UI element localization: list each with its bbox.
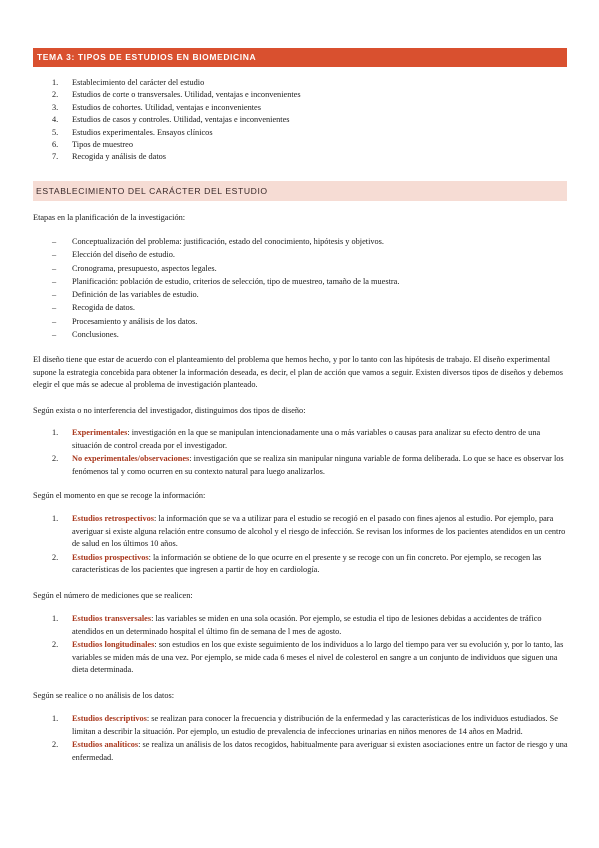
toc-text: Establecimiento del carácter del estudio [72,78,205,87]
document-title: TEMA 3: TIPOS DE ESTUDIOS EN BIOMEDICINA [33,48,567,67]
item-keyword: Estudios transversales [72,614,152,623]
etapas-list [52,235,399,341]
etapas-intro: Etapas en la planificación de la investigación: [33,213,186,222]
toc-text: Estudios experimentales. Ensayos clínicos [72,127,213,137]
toc-item [52,102,301,114]
table-of-contents [52,77,301,164]
item-number: 1. [52,514,59,523]
mediciones-intro: Según el número de mediciones que se realicen: [33,591,193,600]
list-item [52,639,568,677]
item-keyword: Estudios retrospectivos [72,514,154,523]
dash-bullet: – [52,316,57,326]
item-text: : son estudios en los que existe seguimiento de los individuos a lo largo del tiempo para ver su evolución y, por lo tanto, las variables se miden más de una vez. Por ejemplo, se mide cada 6 meses el nivel de colesterol en sangre a un conjunto de individuos que siguen una dieta determinada. [72,640,564,675]
item-number: 1. [52,614,59,623]
list-item-text: Recogida de datos. [72,303,135,313]
item-keyword: Estudios analíticos [72,740,139,750]
list-item-text: Procesamiento y análisis de los datos. [72,316,198,326]
item-number: 1. [52,428,59,437]
toc-number: 7. [52,152,59,162]
dash-bullet: – [52,263,57,273]
interferencia-intro: Según exista o no interferencia del investigador, distinguimos dos tipos de diseño: [33,406,306,415]
toc-item [52,127,301,139]
list-item [52,513,568,551]
momento-list [52,513,568,578]
list-item [52,275,399,288]
dash-bullet: – [52,303,57,313]
toc-number: 5. [52,127,59,137]
dash-bullet: – [52,276,57,286]
list-item [52,453,568,478]
list-item-text: Cronograma, presupuesto, aspectos legales. [72,263,217,273]
toc-text: Estudios de casos y controles. Utilidad, ventajas e inconvenientes [72,115,290,125]
section-heading: ESTABLECIMIENTO DEL CARÁCTER DEL ESTUDIO [33,181,567,201]
item-text: : se realizan para conocer la frecuencia y distribución de la enfermedad y las características de los individuos estudiados. Se limitan a describir la situación. Por ejemplo, un estudio de prevalencia de infecciones urinarias en niños menores de 14 años en Madrid. [72,714,558,736]
list-item-text: Conclusiones. [72,330,119,340]
toc-item [52,114,301,126]
toc-text: Recogida y análisis de datos [72,152,167,162]
list-item [52,613,568,638]
toc-number: 3. [52,102,59,112]
list-item-text: Definición de las variables de estudio. [72,290,199,300]
toc-number: 6. [52,140,59,150]
list-item-text: Elección del diseño de estudio. [72,250,175,260]
item-text: : la información se obtiene de lo que ocurre en el presente y se recoge con un fin concreto. Por ejemplo, se recogen las características de los pacientes que ingresen a partir de hoy en cardiología. [72,552,542,575]
toc-item [52,151,301,163]
toc-item [52,77,301,89]
list-item [52,288,399,301]
dash-bullet: – [52,237,57,246]
list-item-text: Planificación: población de estudio, criterios de selección, tipo de muestreo, tamaño de la muestra. [72,276,400,286]
item-number: 1. [52,714,59,723]
list-item [52,713,568,738]
toc-text: Estudios de cohortes. Utilidad, ventajas e inconvenientes [72,102,261,112]
toc-text: Estudios de corte o transversales. Utilidad, ventajas e inconvenientes [72,90,301,100]
item-text: : investigación que se realiza sin manipular ninguna variable de forma deliberada. Lo que se hace es observar los fenómenos tal y como ocurren en su contexto natural para luego analizarlos. [72,454,564,476]
item-number: 2. [52,454,59,464]
list-item [52,301,399,314]
list-item [52,739,568,764]
toc-number: 1. [52,78,59,87]
analisis-intro: Según se realice o no análisis de los datos: [33,691,175,700]
list-item-text: Conceptualización del problema: justificación, estado del conocimiento, hipótesis y objetivos. [72,237,384,246]
item-number: 2. [52,640,59,650]
list-item [52,235,399,248]
analisis-list [52,713,568,765]
item-number: 2. [52,552,59,562]
toc-item [52,139,301,151]
item-keyword: Estudios longitudinales [72,640,155,650]
toc-item [52,89,301,101]
item-text: : las variables se miden en una sola ocasión. Por ejemplo, se estudia el tipo de lesiones debidas a accidentes de tráfico atendidos en un determinado hospital el último fin de semana de l mes de agosto. [72,614,542,636]
toc-number: 2. [52,90,59,100]
list-item [52,552,568,577]
list-item [52,427,568,452]
list-item [52,262,399,275]
diseno-paragraph: El diseño tiene que estar de acuerdo con el planteamiento del problema que hemos hecho, y por lo tanto con las hipótesis de trabajo. El diseño experimental supone la estrategia concebida para obtener la información deseada, es decir, el plan de acción que vamos a seguir. Existen diversos tipos de diseños y debemos elegir el que más se adecue al problema de investigación planteado. [33,355,564,390]
toc-text: Tipos de muestreo [72,140,133,150]
item-text: : se realiza un análisis de los datos recogidos, habitualmente para averiguar si existen asociaciones entre un factor de riesgo y una enfermedad. [72,740,568,762]
list-item [52,328,399,341]
dash-bullet: – [52,290,57,300]
interferencia-list [52,427,568,479]
list-item [52,315,399,328]
momento-intro: Según el momento en que se recoge la información: [33,491,206,500]
item-keyword: Estudios prospectivos [72,552,149,562]
item-text: : la información que se va a utilizar para el estudio se recogió en el pasado con fines ajenos al estudio. Por ejemplo, para averiguar si existe alguna relación entre consumo de alcohol y el riesgo de infección. Se revisan los informes de los pacientes atendidos en un centro de salud en los últimos 10 años. [72,514,566,549]
item-text: : investigación en la que se manipulan intencionadamente una o más variables o causas para analizar su efecto dentro de una situación de control creada por el investigador. [72,428,541,450]
list-item [52,248,399,261]
item-number: 2. [52,740,59,750]
mediciones-list [52,613,568,678]
item-keyword: No experimentales/observaciones [72,454,190,464]
toc-number: 4. [52,115,59,125]
dash-bullet: – [52,250,57,260]
dash-bullet: – [52,330,57,340]
item-keyword: Experimentales [72,428,128,437]
item-keyword: Estudios descriptivos [72,714,147,723]
